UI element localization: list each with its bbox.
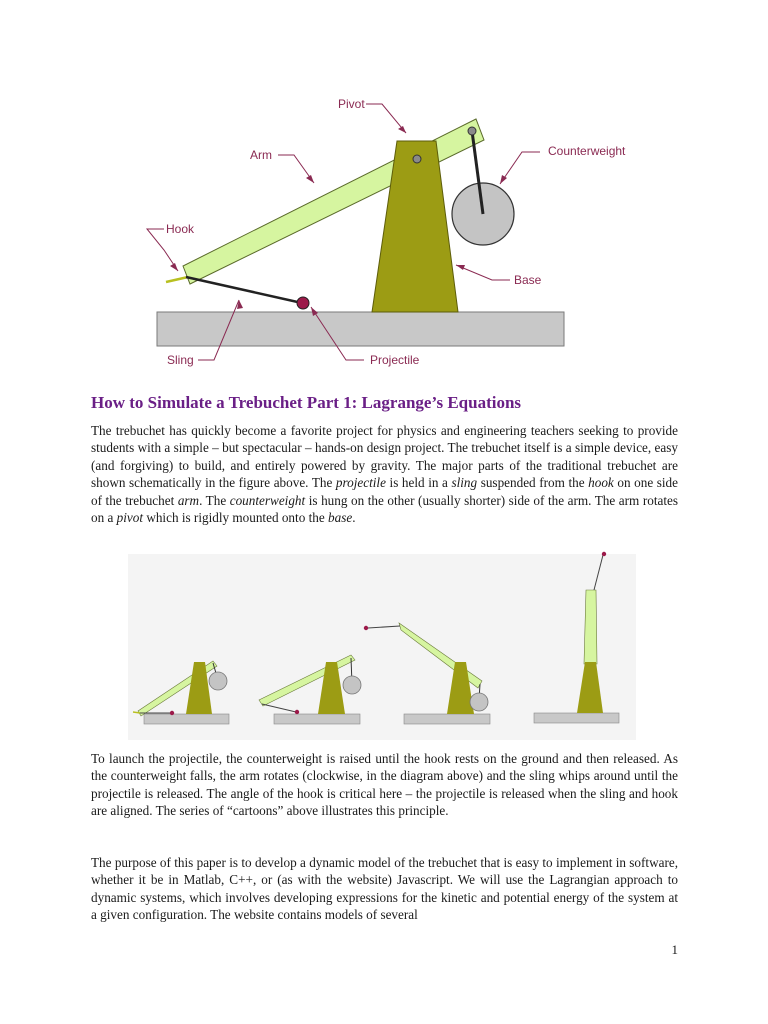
label-pivot: Pivot [338,97,365,111]
hook-line [166,277,188,282]
italic-term: projectile [335,475,386,491]
frame2-ground [274,714,360,724]
frame1-hook [133,712,140,713]
ground-platform [157,312,564,346]
label-counterweight: Counterweight [548,144,626,158]
counterweight-arrowhead [500,175,507,184]
base-arrowhead [456,265,465,270]
frame2-counterweight [343,676,361,694]
hook-arrowhead [170,263,178,271]
italic-term: sling [451,475,478,491]
page-number: 1 [671,942,678,957]
frame3-counterweight [470,693,488,711]
counterweight-leader [500,152,540,184]
projectile-ball [297,297,309,309]
pivot-arrowhead [398,126,406,133]
launch-paragraph: To launch the projectile, the counterweight is raised until the hook rests on the ground and then released. As the counterweight falls, the arm rotates (clockwise, in the diagram above) and the sling whips around until the projectile is released. The angle of the hook is critical here – the projectile is released when the sling and hook are aligned. The series of “cartoons” above illustrates this principle. [91,751,678,819]
frame4-arm [584,590,597,664]
text-run: on one side of the trebuchet [91,475,678,508]
pivot-pin [413,155,421,163]
label-hook: Hook [166,222,195,236]
arm-arrowhead [306,175,314,183]
purpose-paragraph: The purpose of this paper is to develop a dynamic model of the trebuchet that is easy to implement in software, whether it be in Matlab, C++, or (as with the website) Javascript. We will use the Lagrangian approach to dynamic systems, which involves developing expressions for the kinetic and potential energy of the system at a given configuration. The website contains models of several [91,855,678,923]
cartoon-sequence [128,552,636,740]
text-run: which is rigidly mounted onto the [143,510,328,526]
italic-term: arm [177,492,200,508]
text-run: The trebuchet has quickly become a favorite project for physics and engineering teachers seeking to provide students with a simple – but spectacular – hands-on design project. The trebuchet itself is a simple device, easy (and forgiving) to build, and entirely powered by gravity. The major parts of the traditional trebuchet are shown schematically in the figure above. The [91,423,678,491]
text-run: is hung on the other (usually shorter) side of the arm. The arm rotates on a [91,492,678,526]
label-base: Base [514,273,542,287]
sling-line [186,277,302,303]
section-heading: How to Simulate a Trebuchet Part 1: Lagrange’s Equations [91,393,522,412]
frame1-projectile [170,711,174,715]
italic-term: counterweight [229,492,306,508]
arm-end-pin [468,127,476,135]
italic-term: pivot [116,510,144,526]
frame4-ground [534,713,619,723]
label-arm: Arm [250,148,272,162]
text-run: . [352,510,356,526]
text-run: is held in a [385,475,452,491]
italic-term: hook [588,475,614,491]
frame4-projectile [602,552,606,556]
frame3-projectile [364,626,368,630]
text-run: suspended from the [477,475,589,491]
frame1-ground [144,714,229,724]
italic-term: base [328,510,353,526]
label-projectile: Projectile [370,353,420,367]
main-trebuchet-diagram [147,97,626,367]
frame2-projectile [295,710,299,714]
text-run: . The [199,492,230,508]
label-sling: Sling [167,353,194,367]
frame1-counterweight [209,672,227,690]
frame3-ground [404,714,490,724]
intro-paragraph [91,422,678,526]
base-leader [456,265,510,280]
